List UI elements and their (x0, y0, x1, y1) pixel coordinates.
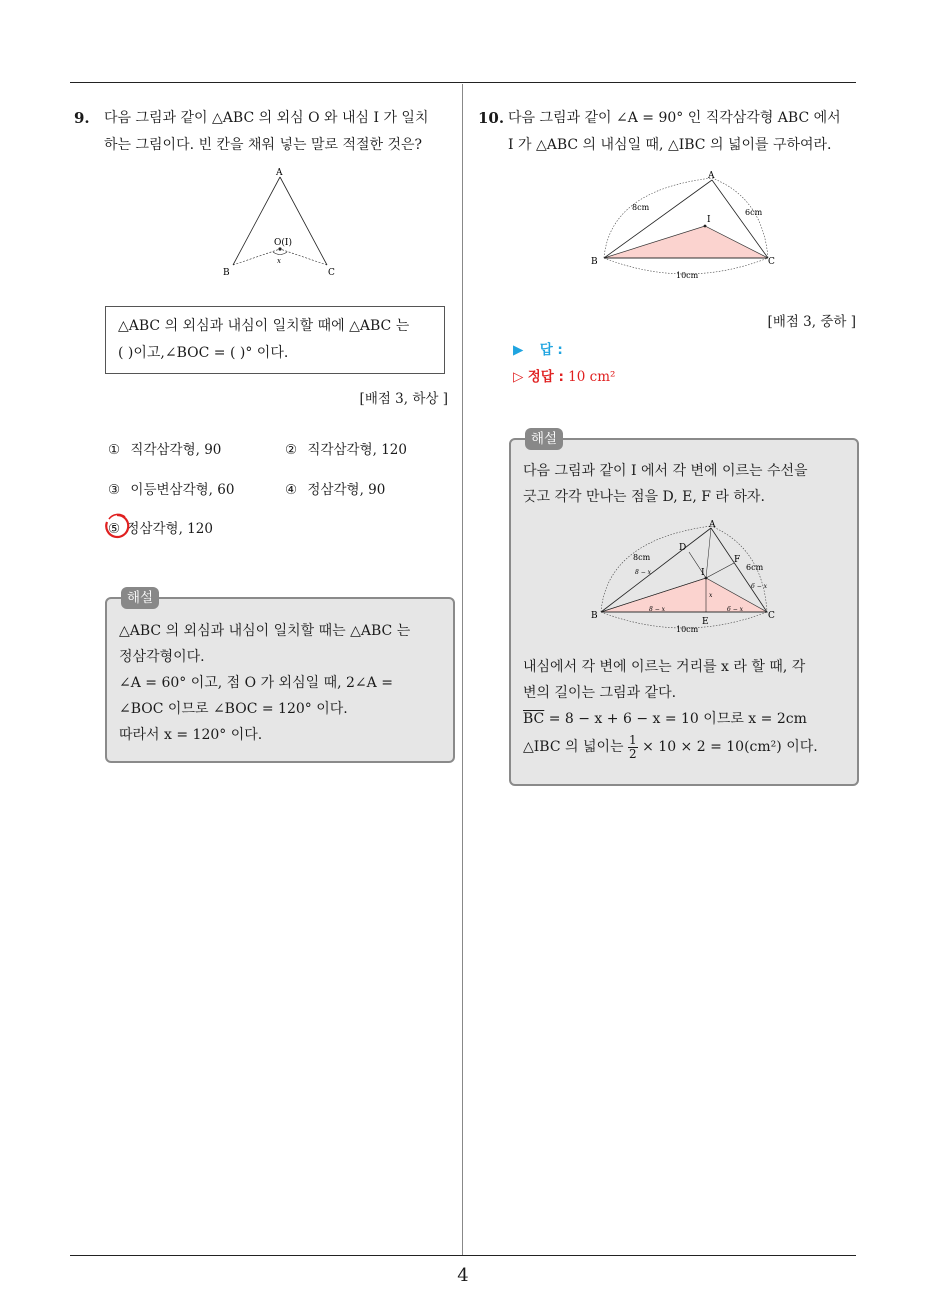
explanation-text: × 10 × 2 = 10(cm²) 이다. (637, 739, 818, 755)
label-d: D (679, 543, 687, 553)
stem-line2: ( )이고,∠BOC = ( )° 이다. (118, 345, 289, 361)
correct-answer-line (513, 365, 615, 385)
label-x: x (709, 592, 713, 599)
label-a: A (276, 168, 283, 178)
question-9 (74, 105, 458, 159)
question-text-line1: 다음 그림과 같이 ∠A = 90° 인 직각삼각형 ABC 에서 (508, 110, 841, 126)
label-e: E (702, 617, 709, 627)
fraction (628, 734, 638, 761)
label-a: A (708, 171, 715, 181)
label-c: C (328, 268, 335, 278)
explanation-line: 따라서 x = 120° 이다. (119, 727, 263, 743)
label-c: C (768, 257, 775, 267)
explanation-line: 변의 길이는 그림과 같다. (523, 685, 677, 701)
question-text-line2: 하는 그림이다. 빈 칸을 채워 넣는 말로 적절한 것은? (104, 137, 423, 153)
explanation-line: ∠BOC 이므로 ∠BOC = 120° 이다. (119, 701, 348, 717)
q10-triangle-figure (588, 168, 778, 283)
choice-1[interactable] (108, 438, 221, 458)
label-ab-length: 8cm (633, 553, 651, 562)
label-x: x (277, 257, 281, 265)
label-bc-length: 10cm (676, 625, 699, 634)
label-ec-length: 6 − x (727, 606, 744, 613)
q10-points: [배점 3, 중하 ] (767, 314, 856, 330)
explanation-line (523, 732, 845, 762)
triangle-right-icon: ▷ (513, 369, 524, 385)
question-number: 10. (478, 109, 505, 127)
choice-text: 정삼각형, 120 (126, 521, 213, 537)
label-oi: O(I) (274, 238, 292, 248)
stem-line1: △ABC 의 외심과 내심이 일치할 때에 △ABC 는 (118, 318, 410, 334)
label-ab-length: 8cm (632, 203, 650, 212)
explanation-tag: 해설 (121, 587, 159, 609)
segment-bc: $\overline{BC}$ (523, 711, 545, 727)
question-text-line1: 다음 그림과 같이 △ABC 의 외심 O 와 내심 I 가 일치 (104, 110, 429, 126)
explanation-line: 정삼각형이다. (119, 649, 205, 665)
answer-line (513, 338, 563, 358)
choice-number: ④ (285, 482, 298, 498)
label-bd-length: 8 − x (635, 569, 652, 576)
correct-value: 10 cm² (568, 369, 616, 385)
label-b: B (591, 257, 598, 267)
choice-text: 직각삼각형, 120 (307, 442, 407, 458)
question-text-line2: I 가 △ABC 의 내심일 때, △IBC 의 넓이를 구하여라. (508, 137, 832, 153)
choice-text: 정삼각형, 90 (307, 482, 386, 498)
explanation-tag: 해설 (525, 428, 563, 450)
label-a: A (709, 520, 716, 530)
choice-text: 직각삼각형, 90 (130, 442, 222, 458)
explanation-line: 내심에서 각 변에 이르는 거리를 x 라 할 때, 각 (523, 659, 806, 675)
q9-explanation-box (105, 590, 455, 763)
choice-2[interactable] (285, 438, 407, 458)
question-number: 9. (74, 109, 90, 127)
label-i: I (701, 568, 705, 578)
choice-number: ① (108, 442, 121, 458)
question-10 (478, 105, 862, 159)
label-ac-length: 6cm (746, 563, 764, 572)
choice-4[interactable] (285, 478, 385, 498)
choice-text: 이등변삼각형, 60 (130, 482, 235, 498)
q9-points: [배점 3, 하상 ] (359, 391, 448, 407)
label-bc-length: 10cm (676, 271, 699, 280)
q9-stem-box (105, 306, 445, 374)
label-cf-length: 6 − x (751, 583, 768, 590)
explanation-text: △IBC 의 넓이는 (523, 739, 629, 755)
fraction-numerator: 1 (629, 732, 637, 747)
explanation-line: 긋고 각각 만나는 점을 D, E, F 라 하자. (523, 489, 765, 505)
choice-number: ② (285, 442, 298, 458)
label-ac-length: 6cm (745, 208, 763, 217)
bottom-rule (70, 1255, 856, 1256)
page-number: 4 (457, 1265, 469, 1286)
label-b: B (223, 268, 230, 278)
q9-triangle-figure (215, 165, 345, 280)
explanation-line: 다음 그림과 같이 I 에서 각 변에 이르는 수선을 (523, 463, 808, 479)
label-be-length: 8 − x (649, 606, 666, 613)
explanation-line: ∠A = 60° 이고, 점 O 가 외심일 때, 2∠A = (119, 675, 393, 691)
explanation-figure (591, 520, 781, 635)
choice-3[interactable] (108, 478, 234, 498)
label-c: C (768, 611, 775, 621)
choice-number: ⑤ (108, 521, 121, 537)
column-divider (462, 84, 463, 1256)
fraction-denominator: 2 (629, 746, 637, 761)
explanation-line: △ABC 의 외심과 내심이 일치할 때는 △ABC 는 (119, 623, 411, 639)
correct-label: 정답 : (527, 369, 564, 385)
selected-circle-icon (103, 512, 131, 540)
answer-label: 답 : (539, 342, 563, 358)
q10-explanation-box (509, 431, 859, 786)
label-i: I (707, 215, 711, 225)
label-f: F (734, 555, 741, 565)
choice-number: ③ (108, 482, 121, 498)
explanation-text: = 8 − x + 6 − x = 10 이므로 x = 2cm (544, 711, 807, 727)
label-b: B (591, 611, 598, 621)
play-arrow-icon: ▶ (513, 342, 524, 358)
explanation-line (523, 706, 845, 732)
top-rule (70, 82, 856, 83)
